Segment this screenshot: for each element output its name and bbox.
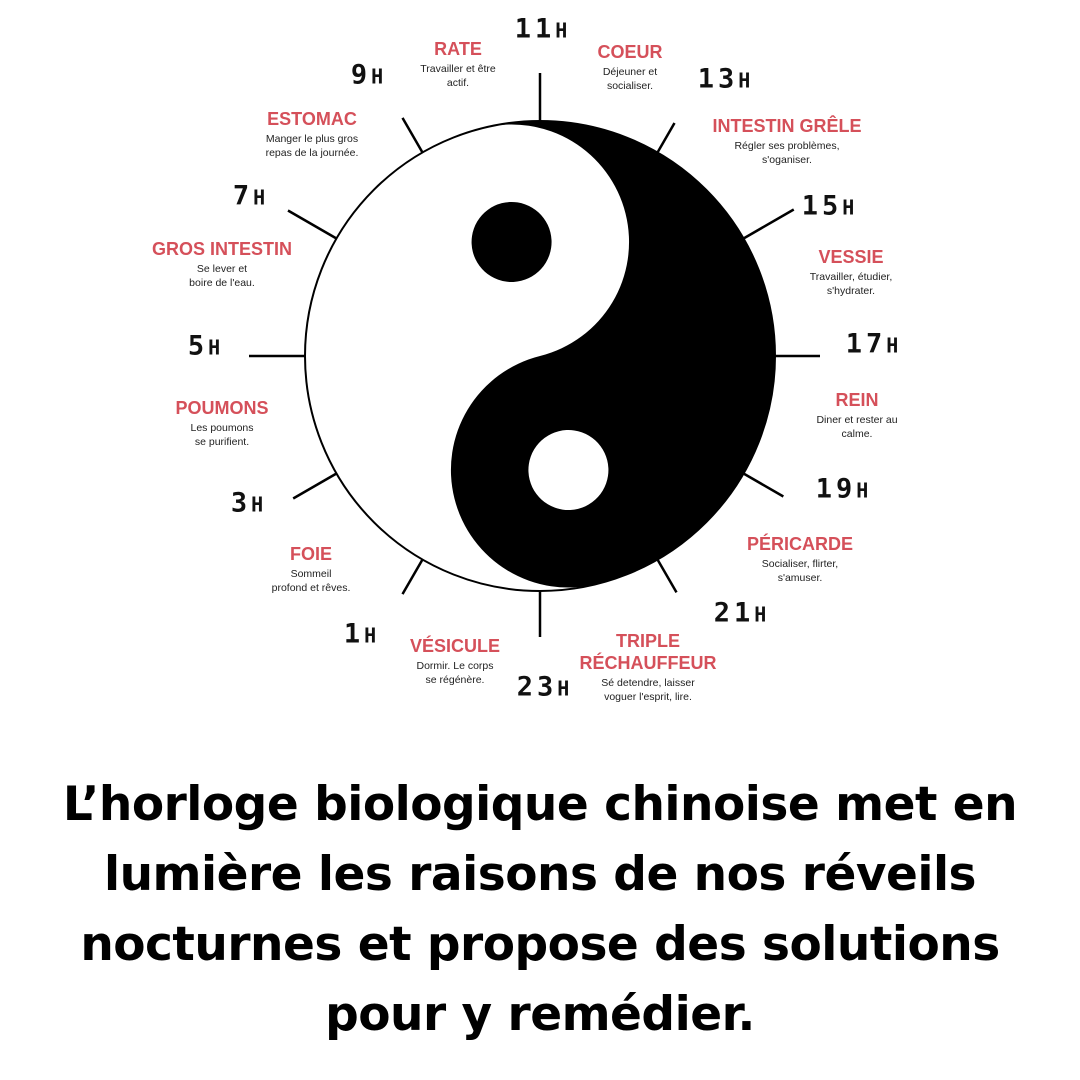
organ-vessie — [810, 246, 892, 298]
organ-description: Socialiser, flirter, s'amuser. — [761, 558, 839, 584]
organ-name: PÉRICARDE — [746, 534, 854, 554]
hour-label-17: 17H — [845, 328, 899, 360]
organ-rate — [420, 38, 495, 90]
organ-description: Les poumons se purifient. — [190, 422, 254, 448]
organ-gros-intestin — [152, 238, 292, 290]
organ-pericarde — [747, 533, 853, 585]
hour-tick — [288, 211, 336, 239]
organ-description: Travailler, étudier, s'hydrater. — [809, 271, 893, 297]
hour-label-21: 21H — [713, 597, 767, 629]
organ-description: Se lever et boire de l'eau. — [189, 263, 255, 289]
organ-name: FOIE — [289, 544, 333, 564]
hour-label-1: 1H — [343, 618, 377, 650]
organ-name: RATE — [434, 39, 482, 59]
organ-name: VÉSICULE — [409, 636, 501, 656]
organ-poumons — [175, 397, 268, 449]
hour-tick — [403, 118, 423, 153]
organ-estomac — [266, 108, 359, 160]
hour-label-9: 9H — [350, 59, 384, 91]
organ-vesicule — [410, 635, 500, 687]
organ-rein — [816, 389, 897, 441]
organ-name: GROS INTESTIN — [151, 239, 293, 259]
organ-coeur — [597, 41, 662, 93]
organ-description: Manger le plus gros repas de la journée. — [265, 133, 359, 159]
organ-name: VESSIE — [818, 247, 884, 267]
organ-description: Régler ses problèmes, s'oganiser. — [734, 140, 840, 166]
hour-tick — [403, 560, 423, 595]
organ-name: INTESTIN GRÊLE — [712, 116, 862, 136]
hour-tick — [658, 560, 677, 593]
organ-triple-rechauffeur — [580, 630, 717, 704]
organ-description: Dormir. Le corps se régénère. — [416, 660, 494, 686]
hour-tick — [744, 210, 794, 239]
organ-description: Diner et rester au calme. — [816, 414, 898, 440]
organ-description: Travailler et être actif. — [420, 63, 496, 89]
hour-label-19: 19H — [815, 473, 869, 505]
organ-description: Sommeil profond et rêves. — [271, 568, 351, 594]
hour-tick — [293, 474, 336, 499]
organ-name: TRIPLE RÉCHAUFFEUR — [579, 631, 717, 673]
hour-tick — [658, 123, 675, 152]
organ-name: POUMONS — [175, 398, 269, 418]
organ-description: Déjeuner et socialiser. — [602, 66, 658, 92]
organ-description: Sé detendre, laisser voguer l'esprit, lire. — [601, 677, 695, 703]
hour-tick — [744, 474, 784, 497]
hour-label-15: 15H — [801, 190, 855, 222]
hour-label-11: 11H — [514, 13, 568, 45]
hour-label-5: 5H — [187, 330, 221, 362]
organ-name: ESTOMAC — [267, 109, 357, 129]
hour-label-7: 7H — [232, 180, 266, 212]
organ-intestin-grele — [712, 115, 861, 167]
hour-label-13: 13H — [697, 63, 751, 95]
organ-foie — [272, 543, 351, 595]
hour-label-23: 23H — [516, 671, 570, 703]
hour-label-3: 3H — [230, 487, 264, 519]
caption-text: L’horloge biologique chinoise met en lumière les raisons de nos réveils nocturnes et propose des solutions pour y remédier. — [62, 777, 1018, 1042]
organ-name: REIN — [835, 390, 879, 410]
organ-name: COEUR — [597, 42, 663, 62]
